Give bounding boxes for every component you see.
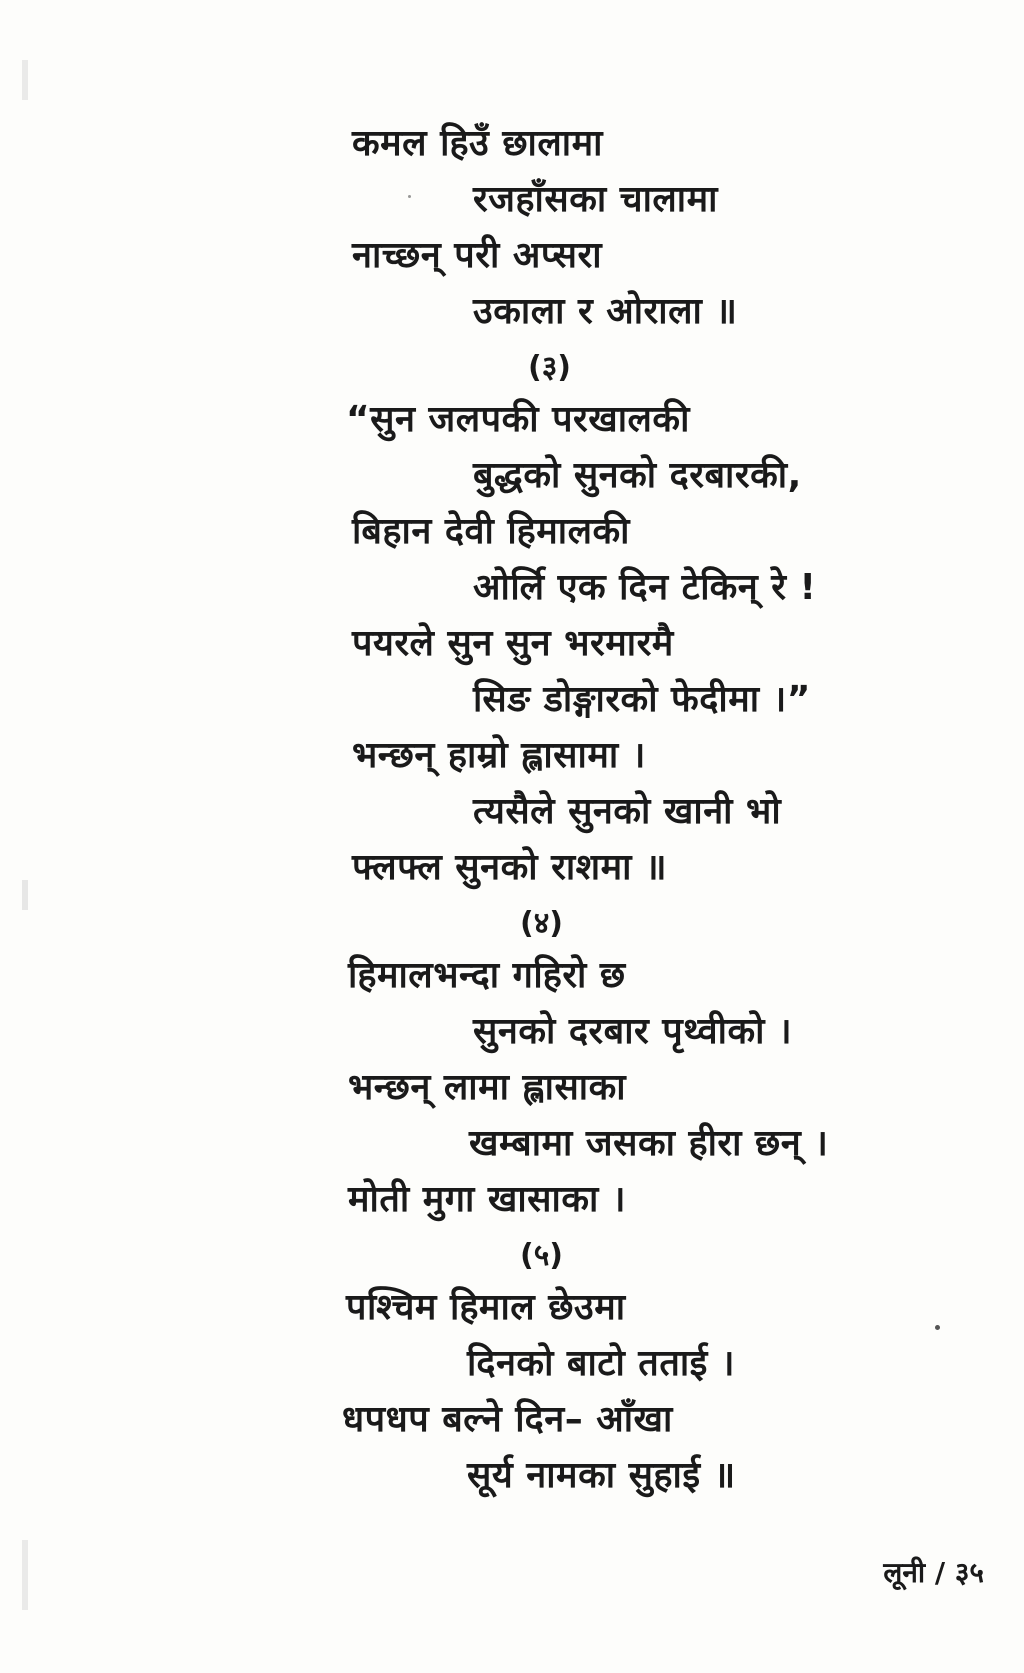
poem-line: फ्लफ्ल सुनको राशमा ॥: [352, 847, 668, 888]
poem-line: सुनको दरबार पृथ्वीको ।: [473, 1011, 793, 1052]
poem-line: उकाला र ओराला ॥: [473, 291, 738, 332]
poem-line: पयरले सुन सुन भरमारमै: [352, 623, 674, 664]
stanza-number: (४): [520, 906, 564, 941]
page-footer: लूनी / ३५: [883, 1556, 984, 1589]
stanza-number: (५): [520, 1238, 564, 1273]
scan-edge-mark: [22, 1540, 28, 1610]
poem-line: नाच्छन् परी अप्सरा: [352, 235, 603, 276]
poem-line: सूर्य नामका सुहाई ॥: [467, 1455, 736, 1496]
poem-line: ओर्लि एक दिन टेकिन् रे !: [473, 567, 817, 608]
scan-edge-mark: [22, 60, 28, 100]
poem-line: भन्छन् हाम्रो ह्लासामा ।: [352, 735, 646, 776]
poem-line: हिमालभन्दा गहिरो छ: [348, 955, 626, 996]
poem-line: भन्छन् लामा ह्लासाका: [348, 1067, 627, 1108]
poem-line: “सुन जलपकी परखालकी: [346, 399, 690, 440]
poem-line: त्यसैले सुनको खानी भो: [473, 791, 782, 832]
scan-speck: [935, 1325, 940, 1330]
poem-line: खम्बामा जसका हीरा छन् ।: [469, 1123, 829, 1164]
scan-speck: [408, 195, 411, 198]
poem-line: दिनको बाटो तताई ।: [467, 1343, 736, 1384]
poem-line: रजहाँसका चालामा: [473, 179, 718, 220]
stanza-number: (३): [528, 350, 572, 385]
poem-line: बुद्धको सुनको दरबारकी,: [473, 455, 802, 496]
poem-line: बिहान देवी हिमालकी: [352, 511, 630, 552]
scan-edge-mark: [22, 880, 28, 910]
poem-line: पश्चिम हिमाल छेउमा: [346, 1287, 626, 1328]
poem-line: धपधप बल्ने दिन– आँखा: [342, 1399, 673, 1440]
poem-line: सिङ डोङ्गारको फेदीमा ।”: [473, 679, 811, 720]
poem-line: कमल हिउँ छालामा: [352, 123, 603, 164]
poem-line: मोती मुगा खासाका ।: [348, 1179, 626, 1220]
